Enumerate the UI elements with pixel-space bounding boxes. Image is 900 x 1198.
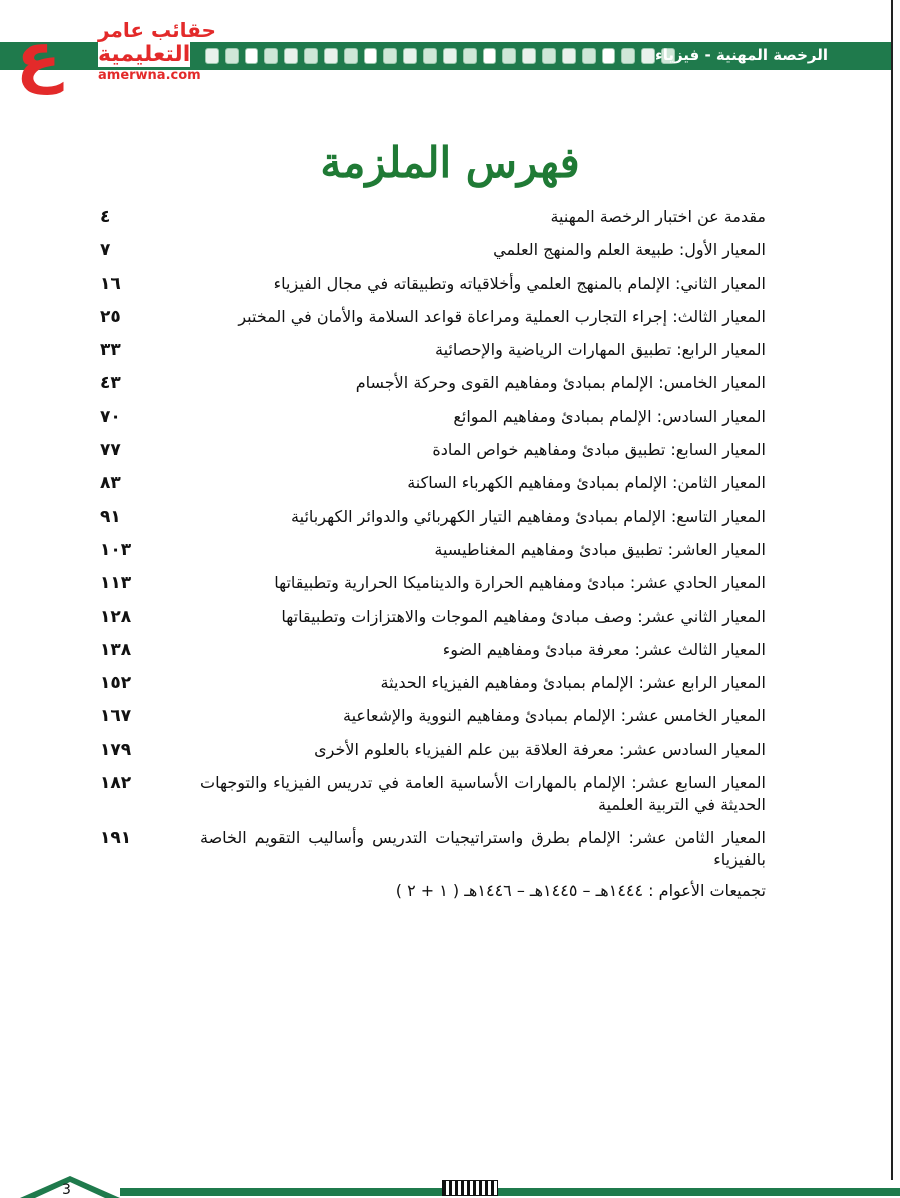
logo-mark-icon: ع <box>16 18 62 95</box>
toc-row <box>100 406 766 428</box>
toc-label: المعيار السابع عشر: الإلمام بالمهارات الأساسية العامة في تدريس الفيزياء والتوجهات الحديثة في التربية العلمية <box>200 773 766 815</box>
toc-label: المعيار الثامن: الإلمام بمبادئ ومفاهيم الكهرباء الساكنة <box>407 473 766 493</box>
toc-label: المعيار الخامس عشر: الإلمام بمبادئ ومفاهيم النووية والإشعاعية <box>343 706 766 726</box>
toc-label: المعيار السادس عشر: معرفة العلاقة بين علم الفيزياء بالعلوم الأخرى <box>314 739 766 759</box>
toc-page: ١٦٧ <box>100 706 132 727</box>
toc-label: المعيار الخامس: الإلمام بمبادئ ومفاهيم القوى وحركة الأجسام <box>355 373 766 393</box>
toc-page: ١٠٣ <box>100 539 132 560</box>
toc-page: ٣٣ <box>100 340 121 361</box>
qr-code-icon <box>442 1180 498 1196</box>
toc-page: ٩١ <box>100 506 121 527</box>
toc-row <box>100 506 766 528</box>
toc-label: المعيار التاسع: الإلمام بمبادئ ومفاهيم التيار الكهربائي والدوائر الكهربائية <box>291 506 766 526</box>
toc-row <box>100 472 766 494</box>
logo <box>6 14 216 95</box>
toc-row <box>100 606 766 628</box>
toc-page: ٤٣ <box>100 373 121 394</box>
toc-row <box>100 206 766 228</box>
toc-label: المعيار العاشر: تطبيق مبادئ ومفاهيم المغناطيسية <box>434 539 766 559</box>
toc-label: مقدمة عن اختبار الرخصة المهنية <box>550 207 766 226</box>
toc-label: المعيار الرابع عشر: الإلمام بمبادئ ومفاهيم الفيزياء الحديثة <box>380 673 766 693</box>
toc-page: ١٩١ <box>100 828 132 849</box>
toc-page: ١٨٢ <box>100 773 132 794</box>
toc-row <box>100 239 766 261</box>
toc-page: ٤ <box>100 207 111 227</box>
header-title: الرخصة المهنية - فيزياء <box>655 46 828 64</box>
toc-row <box>100 739 766 761</box>
toc-page: ١٧٩ <box>100 739 132 760</box>
logo-url: amerwna.com <box>98 68 201 83</box>
toc-label: المعيار الثاني عشر: وصف مبادئ ومفاهيم الموجات والاهتزازات وتطبيقاتها <box>281 606 766 626</box>
years-note: تجميعات الأعوام : ١٤٤٤هـ – ١٤٤٥هـ – ١٤٤٦هـ ( ١ + ٢ ) <box>395 880 766 900</box>
toc-row <box>100 672 766 694</box>
toc-page: ١٥٢ <box>100 673 132 694</box>
toc-row <box>100 539 766 561</box>
footer-stripe <box>120 1188 900 1196</box>
toc-row <box>100 306 766 328</box>
toc-row <box>100 705 766 727</box>
page-number: 3 <box>62 1182 71 1198</box>
logo-line1: حقائب عامر <box>98 18 216 42</box>
toc-page: ٨٣ <box>100 473 121 494</box>
toc-page: ١٣٨ <box>100 639 132 660</box>
toc-label: المعيار الثالث: إجراء التجارب العملية ومراعاة قواعد السلامة والأمان في المختبر <box>238 306 766 326</box>
toc-row <box>100 639 766 661</box>
toc-label: المعيار الثامن عشر: الإلمام بطرق واستراتيجيات التدريس وأساليب التقويم الخاصة بالفيزياء <box>200 828 766 870</box>
header-pattern <box>205 46 675 66</box>
toc-row <box>100 772 766 816</box>
toc-label: المعيار الحادي عشر: مبادئ ومفاهيم الحرارة والديناميكا الحرارية وتطبيقاتها <box>274 573 766 593</box>
toc-label: المعيار الأول: طبيعة العلم والمنهج العلمي <box>493 240 766 260</box>
toc-page: ٧ <box>100 240 111 261</box>
footer-band <box>0 1176 900 1198</box>
toc-label: المعيار السابع: تطبيق مبادئ ومفاهيم خواص المادة <box>432 440 766 460</box>
toc-page: ٢٥ <box>100 306 121 327</box>
toc-label: المعيار الثالث عشر: معرفة مبادئ ومفاهيم الضوء <box>442 639 766 659</box>
toc-row <box>100 572 766 594</box>
logo-line2: التعليمية <box>98 42 191 67</box>
toc-row <box>100 827 766 871</box>
toc-page: ١٢٨ <box>100 606 132 627</box>
toc-label: المعيار الرابع: تطبيق المهارات الرياضية والإحصائية <box>435 340 766 360</box>
toc-row <box>100 273 766 295</box>
toc-row <box>100 339 766 361</box>
toc-page: ٧٠ <box>100 406 121 427</box>
toc-page: ١١٣ <box>100 573 132 594</box>
toc-page: ١٦ <box>100 273 121 294</box>
page-title: فهرس الملزمة <box>320 138 580 187</box>
toc-label: المعيار السادس: الإلمام بمبادئ ومفاهيم الموائع <box>453 406 766 426</box>
toc-page: ٧٧ <box>100 440 121 461</box>
table-of-contents <box>100 206 766 900</box>
toc-row <box>100 439 766 461</box>
toc-label: المعيار الثاني: الإلمام بالمنهج العلمي وأخلاقياته وتطبيقاته في مجال الفيزياء <box>273 273 766 293</box>
toc-row <box>100 372 766 394</box>
